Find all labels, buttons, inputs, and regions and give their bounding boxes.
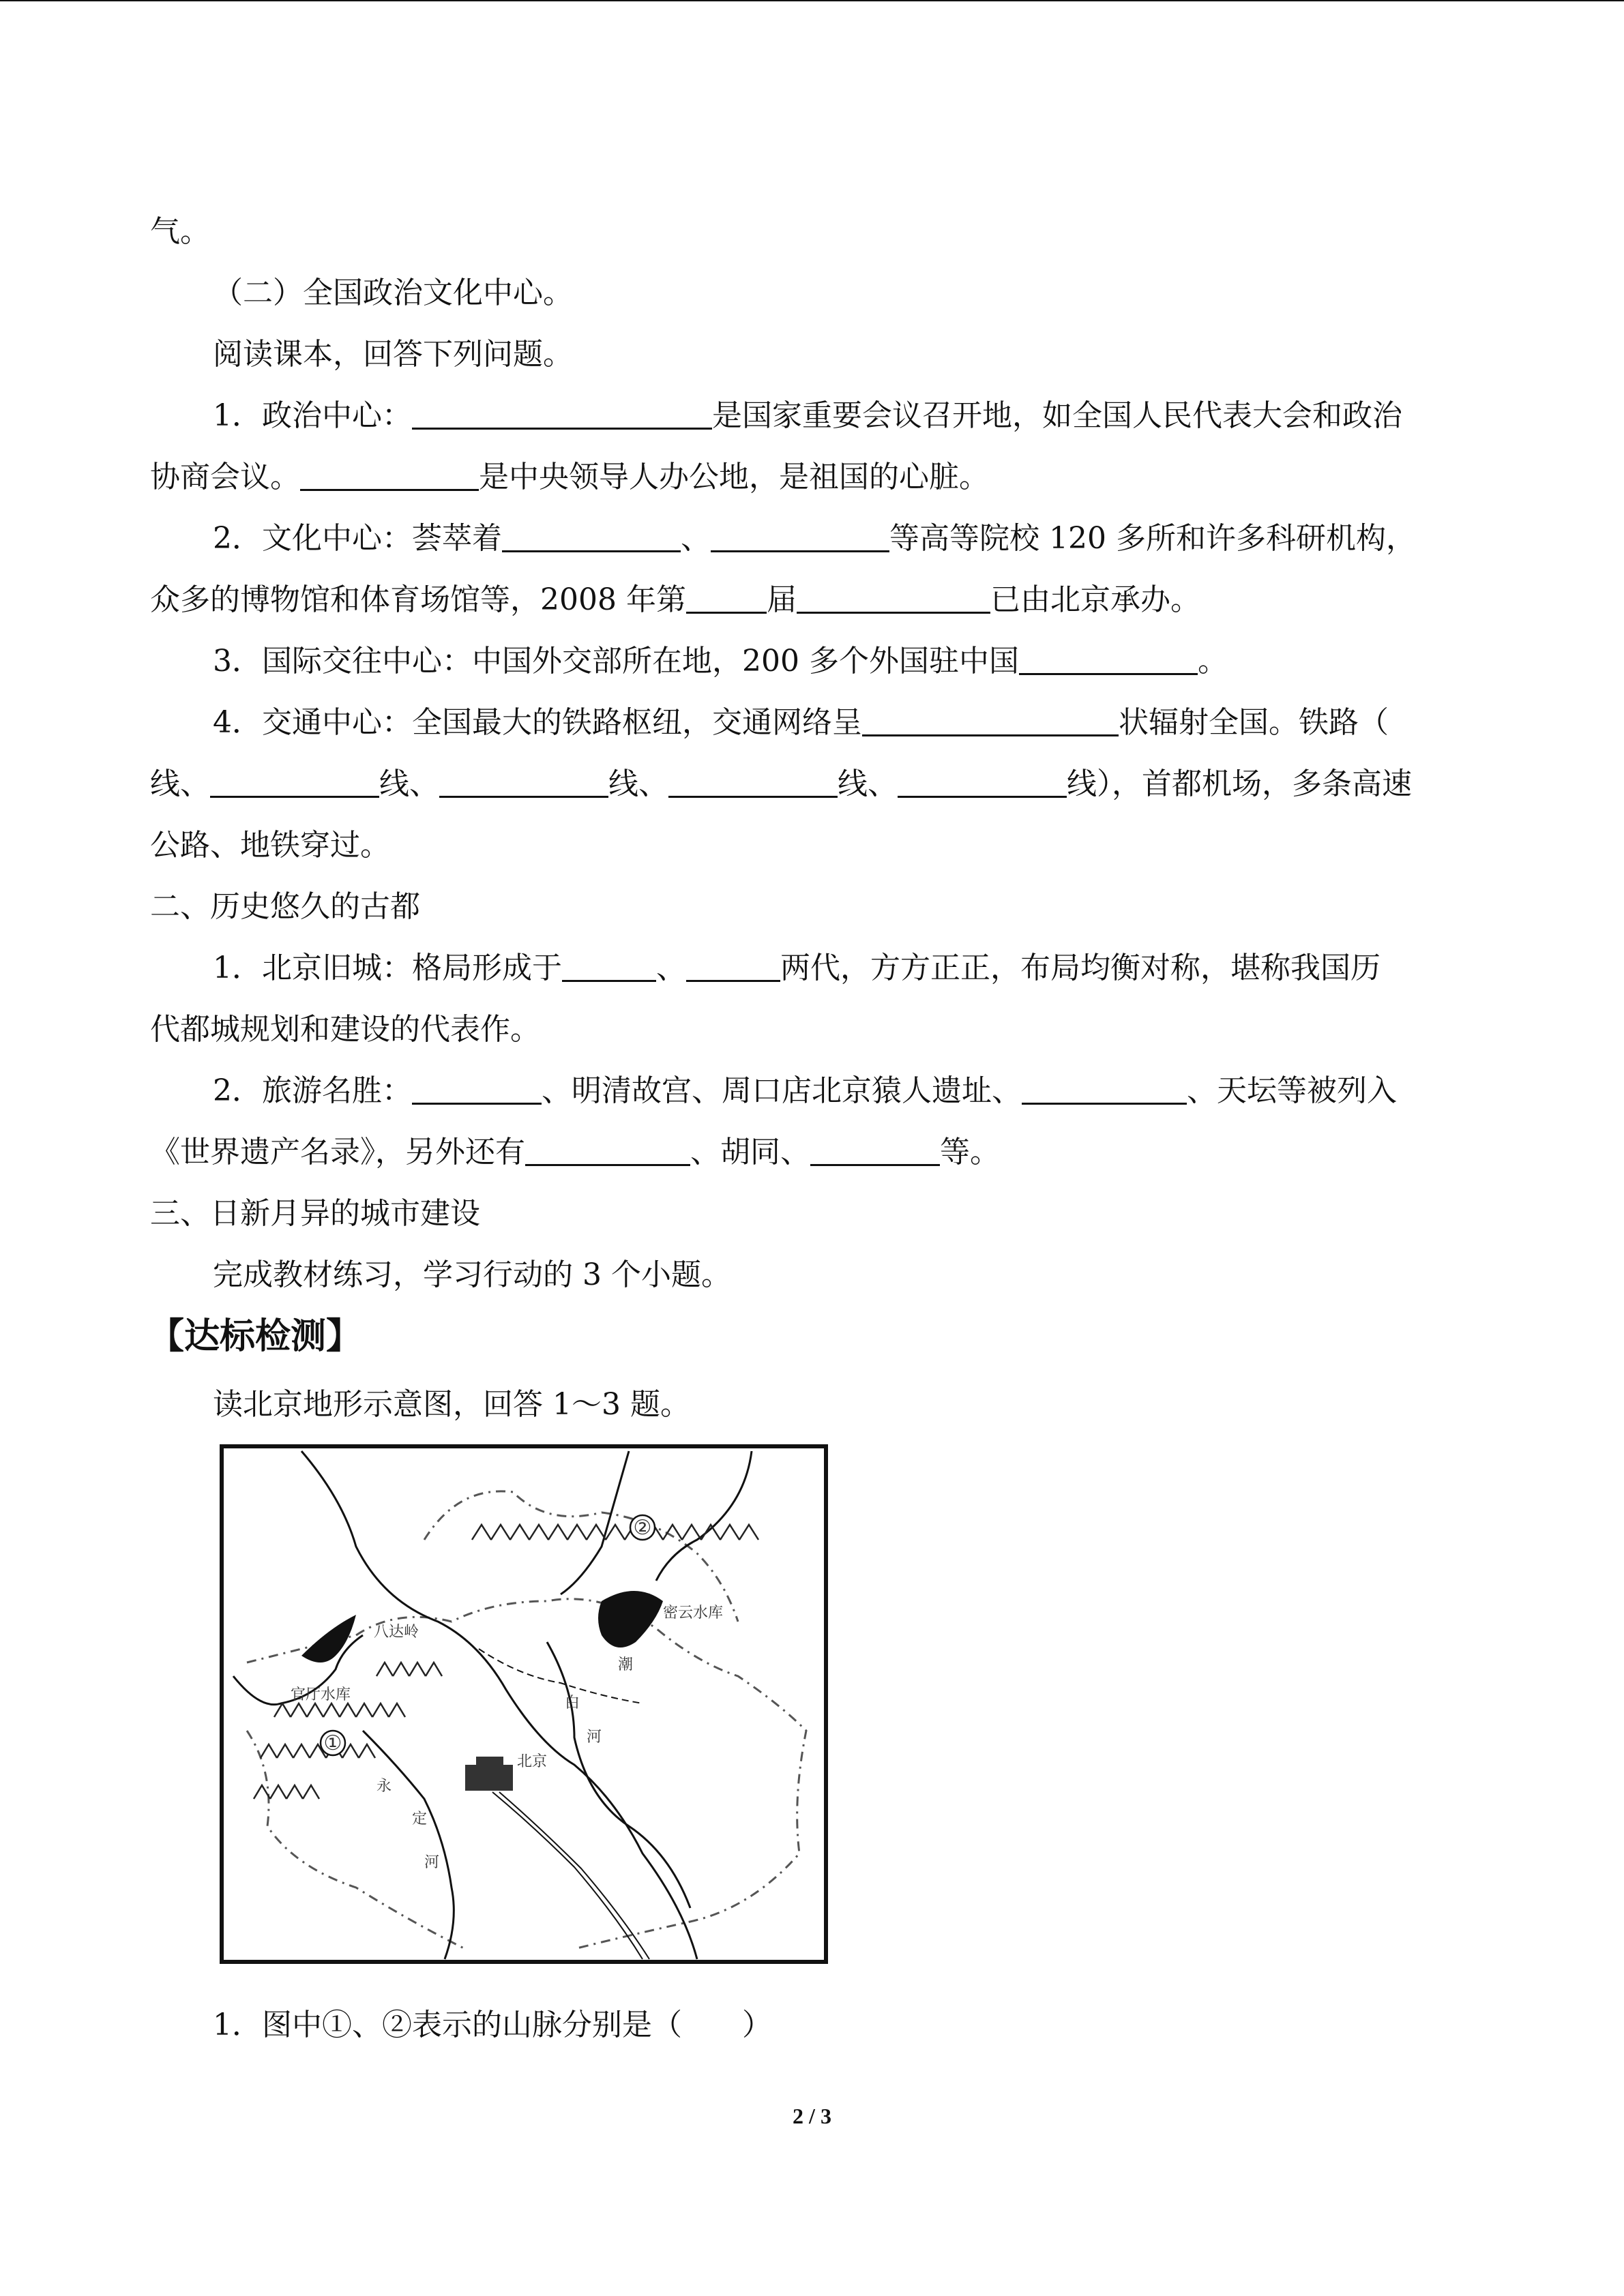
text-line: 协商会议。 是中央领导人办公地，是祖国的心脏。 — [150, 460, 989, 494]
map-frame — [222, 1446, 826, 1962]
label-yongding-2: 定 — [412, 1810, 428, 1828]
question-international-center: 3．国际交往中心：中国外交部所在地，200 多个外国驻中国 。 — [213, 644, 1228, 679]
blank[interactable] — [898, 766, 1067, 798]
beijing-city-block — [465, 1765, 513, 1791]
text-line: 完成教材练习，学习行动的 3 个小题。 — [213, 1257, 731, 1292]
beijing-city-block-top — [476, 1757, 503, 1766]
text-line: 线、 线、 线、 线、 线），首都机场，多条高速 — [150, 766, 1412, 801]
question-old-city: 1．北京旧城：格局形成于 、 两代，方方正正，布局均衡对称，堪称我国历 — [213, 951, 1381, 985]
label-miyun-reservoir: 密云水库 — [663, 1605, 724, 1622]
blank[interactable] — [502, 520, 681, 552]
label-badaling: 八达岭 — [374, 1624, 419, 1641]
text-line: 代都城规划和建设的代表作。 — [150, 1012, 540, 1047]
marker-1: ① — [323, 1731, 342, 1755]
label-yongding-1: 永 — [377, 1778, 392, 1795]
blank[interactable] — [668, 766, 838, 798]
text-line: 公路、地铁穿过。 — [150, 828, 390, 863]
top-border — [0, 0, 1624, 1]
blank[interactable] — [1019, 643, 1198, 675]
question-political-center: 1．政治中心： 是国家重要会议召开地，如全国人民代表大会和政治 — [213, 398, 1402, 433]
blank[interactable] — [300, 459, 479, 491]
page-number: 2 / 3 — [793, 2104, 831, 2128]
map-intro: 读北京地形示意图，回答 1～3 题。 — [213, 1387, 690, 1422]
blank[interactable] — [1022, 1073, 1187, 1105]
label-yongding-3: 河 — [424, 1854, 440, 1871]
beijing-terrain-map — [220, 1444, 828, 1964]
blank[interactable] — [210, 766, 379, 798]
blank[interactable] — [686, 950, 780, 982]
label-beijing: 北京 — [517, 1753, 548, 1770]
blank[interactable] — [862, 704, 1119, 736]
text-line: 气。 — [150, 214, 210, 249]
blank[interactable] — [797, 582, 990, 614]
map-svg — [220, 1444, 828, 1964]
question-tourist-sites: 2．旅游名胜： 、明清故宫、周口店北京猿人遗址、 、天坛等被列入 — [213, 1073, 1397, 1108]
label-bai-river-1: 白 — [565, 1695, 580, 1712]
blank[interactable] — [412, 398, 712, 430]
text-line: 《世界遗产名录》，另外还有 、胡同、 等。 — [150, 1135, 1000, 1169]
marker-2: ② — [633, 1516, 652, 1540]
label-bai-river-2: 河 — [587, 1729, 602, 1746]
label-guanting-reservoir: 官厅水库 — [291, 1686, 351, 1703]
blank[interactable] — [711, 520, 889, 552]
blank[interactable] — [439, 766, 608, 798]
section-heading-city-building: 三、日新月异的城市建设 — [150, 1196, 480, 1231]
blank[interactable] — [412, 1073, 542, 1105]
question-1: 1．图中①、②表示的山脉分别是（ ） — [213, 2008, 772, 2042]
text-line: 众多的博物馆和体育场馆等，2008 年第 届 已由北京承办。 — [150, 582, 1200, 617]
section-heading-ancient-capital: 二、历史悠久的古都 — [150, 889, 420, 924]
question-transport-center: 4．交通中心：全国最大的铁路枢纽，交通网络呈 状辐射全国。铁路（ — [213, 705, 1389, 740]
section-title-assessment: 【达标检测】 — [149, 1316, 362, 1357]
subsection-heading: （二）全国政治文化中心。 — [213, 275, 573, 310]
blank[interactable] — [525, 1134, 690, 1166]
blank[interactable] — [562, 950, 656, 982]
question-cultural-center: 2．文化中心：荟萃着 、 等高等院校 120 多所和许多科研机构， — [213, 521, 1416, 556]
blank[interactable] — [810, 1134, 940, 1166]
text-line: 阅读课本，回答下列问题。 — [213, 337, 573, 372]
blank[interactable] — [686, 582, 767, 614]
label-chao-river: 潮 — [618, 1656, 634, 1673]
